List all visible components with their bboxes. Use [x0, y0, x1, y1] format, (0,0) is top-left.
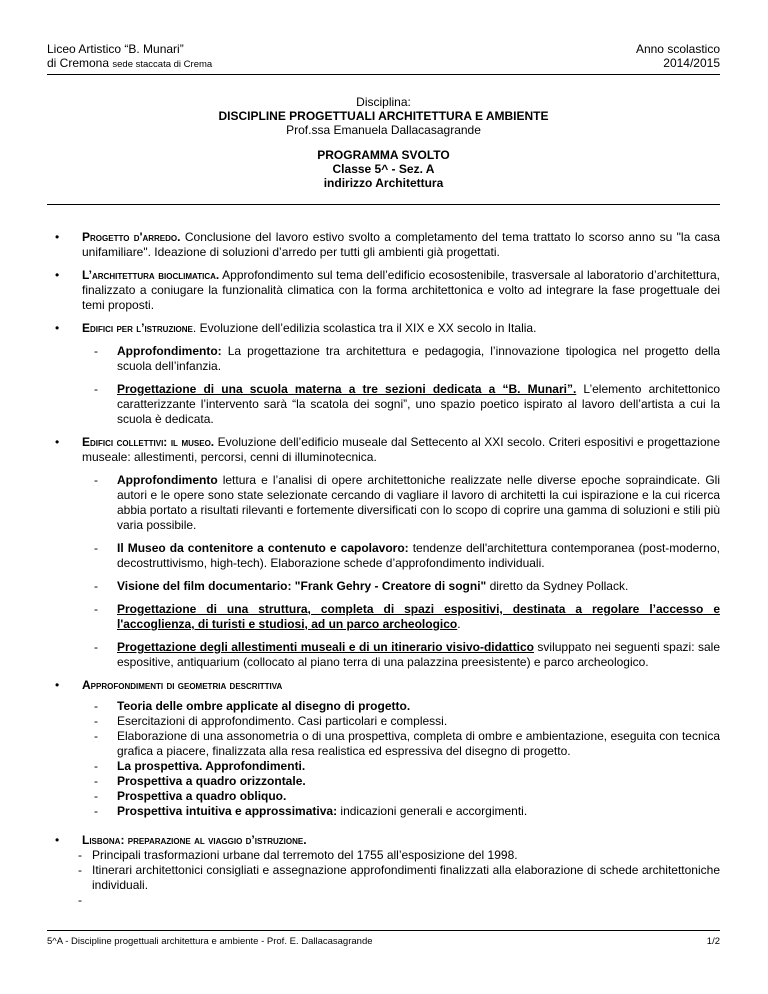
list-item: [74, 893, 720, 908]
list-item: [82, 804, 720, 819]
page-number: 1/2: [706, 936, 720, 947]
bullet-icon: •: [55, 268, 60, 282]
sub-item-text: L’elemento architettonico caratterizzante l’intervento sarà “la scatola dei sogni”, uno spazio poetico ispirato al lavoro dell’artista a cui la scuola è dedicata.: [117, 382, 720, 426]
header-year: [636, 42, 720, 70]
bullet-icon: •: [55, 833, 60, 847]
sub-item-bold: Progettazione di una scuola materna a tre sezioni dedicata a “B. Munari”.: [117, 382, 577, 396]
header-school: [47, 42, 212, 72]
list-item-text: Esercitazioni di approfondimento. Casi particolari e complessi.: [117, 714, 448, 728]
item-heading: L’architettura bioclimatica.: [82, 268, 220, 282]
list-item-text: Elaborazione di una assonometria o di una prospettiva, completa di ombre e ambientazione, eseguita con tecnica grafica a piacere, finalizzata alla resa realistica ed espressiva del disegno di progetto.: [117, 729, 720, 758]
sub-item-bold: Progettazione di una struttura, completa di spazi espositivi, destinata a regolare l’accesso e l'accoglienza, di turisti e studiosi, ad un parco archeologico: [117, 602, 720, 631]
dash-icon: -: [94, 382, 98, 396]
list-item: [82, 714, 720, 729]
item-text: . Evoluzione dell’edilizia scolastica tra il XIX e XX secolo in Italia.: [192, 321, 537, 335]
school-name: Liceo Artistico “B. Munari”: [47, 42, 184, 56]
sub-item: [82, 541, 720, 571]
dash-icon: -: [94, 714, 98, 728]
sub-item-text: La progettazione tra architettura e pedagogia, l’innovazione tipologica nel progetto della scuola dell’infanzia.: [117, 344, 720, 373]
year-value: 2014/2015: [663, 56, 720, 70]
dash-icon: -: [78, 893, 82, 907]
item-heading: Edifici collettivi: il museo.: [82, 435, 215, 449]
sub-item-text: .: [457, 617, 461, 631]
title-divider: [47, 204, 720, 205]
list-item-text: Principali trasformazioni urbane dal terremoto del 1755 all’esposizione del 1998.: [92, 848, 518, 862]
dash-icon: -: [94, 729, 98, 743]
teacher-name: Prof.ssa Emanuela Dallacasagrande: [286, 123, 481, 137]
dash-icon: -: [94, 344, 98, 358]
dash-icon: -: [94, 804, 98, 818]
sub-item-text: diretto da Sydney Pollack.: [486, 579, 629, 593]
sub-item-text: tendenze dell'architettura contemporanea (post-moderno, decostruttivismo, high-tech). Elaborazione schede d’approfondimento individuali.: [117, 541, 720, 570]
sub-item-bold: Progettazione degli allestimenti museali e di un itinerario visivo-didattico: [117, 640, 534, 654]
sub-item: [82, 473, 720, 533]
dash-icon: -: [78, 848, 82, 862]
list-item-text: indicazioni generali e accorgimenti.: [337, 804, 528, 818]
list-item: [82, 759, 720, 774]
dash-icon: -: [94, 699, 98, 713]
class-label: Classe 5^ - Sez. A: [332, 162, 435, 176]
list-item-text: Itinerari architettonici consigliati e assegnazione approfondimenti finalizzati alla elaborazione di schede architettoniche individuali.: [92, 863, 720, 892]
dash-icon: -: [94, 640, 98, 654]
sub-item-bold: Approfondimento: [117, 473, 218, 487]
geometry-list: [82, 699, 720, 819]
item-text: Evoluzione dell’edificio museale dal Settecento al XXI secolo. Criteri espositivi e progettazione museale: allestimenti, percorsi, cenni di illuminotecnica.: [82, 435, 720, 464]
list-item-bold: Teoria delle ombre applicate al disegno di progetto.: [117, 699, 411, 713]
dash-icon: -: [94, 774, 98, 788]
header-divider: [47, 74, 720, 75]
track-label: indirizzo Architettura: [323, 176, 444, 190]
trip-list: [74, 848, 720, 908]
subject-block: [47, 95, 720, 137]
list-item: [82, 789, 720, 804]
dash-icon: -: [78, 863, 82, 877]
item-heading: Edifici per l’istruzione: [82, 321, 193, 335]
dash-icon: -: [94, 541, 98, 555]
dash-icon: -: [94, 789, 98, 803]
dash-icon: -: [94, 602, 98, 616]
dash-icon: -: [94, 579, 98, 593]
program-block: [47, 148, 720, 190]
sub-item: [82, 579, 720, 594]
sub-item-bold: Il Museo da contenitore a contenuto e capolavoro:: [117, 541, 409, 555]
sub-item-bold: Approfondimento:: [117, 344, 222, 358]
footer-divider: [47, 930, 720, 931]
item-heading: Lisbona: preparazione al viaggio d’istruzione.: [82, 833, 307, 847]
dash-icon: -: [94, 759, 98, 773]
program-title: PROGRAMMA SVOLTO: [317, 148, 450, 162]
subject-title: DISCIPLINE PROGETTUALI ARCHITETTURA E AMBIENTE: [218, 109, 549, 123]
bullet-icon: •: [55, 230, 60, 244]
item-text: Conclusione del lavoro estivo svolto a completamento del tema trattato lo scorso anno su "la casa unifamiliare". Ideazione di soluzioni d’arredo per tutti gli ambienti già progettati.: [82, 230, 720, 259]
school-branch: sede staccata di Crema: [112, 59, 213, 70]
year-label: Anno scolastico: [635, 42, 720, 56]
footer: [47, 936, 720, 947]
sub-item-bold: Visione del film documentario: "Frank Gehry - Creatore di sogni": [117, 579, 487, 593]
list-item-bold: Prospettiva a quadro orizzontale.: [117, 774, 306, 788]
list-item: [82, 729, 720, 759]
item-text: Approfondimento sul tema dell’edificio ecosostenibile, trasversale al laboratorio d’architettura, finalizzato a coniugare la funzionalità climatica con la forma architettonica e volto ad integrare la fase progettuale dei temi proposti.: [82, 268, 720, 312]
item-heading: Approfondimenti di geometria descrittiva: [82, 678, 283, 692]
list-item: [82, 774, 720, 789]
list-item-bold: Prospettiva a quadro obliquo.: [117, 789, 287, 803]
bullet-icon: •: [55, 435, 60, 449]
program-item: [47, 833, 720, 908]
sub-item: [82, 382, 720, 427]
list-item: [74, 863, 720, 893]
program-content: [47, 230, 720, 916]
program-item: [47, 230, 720, 260]
sub-item: [82, 602, 720, 632]
footer-text: 5^A - Discipline progettuali architettura e ambiente - Prof. E. Dallacasagrande: [47, 936, 373, 947]
bullet-icon: •: [55, 678, 60, 692]
list-item-bold: Prospettiva intuitiva e approssimativa:: [117, 804, 338, 818]
program-item: [47, 435, 720, 670]
school-city: di Cremona: [47, 56, 110, 70]
program-item: [47, 268, 720, 313]
dash-icon: -: [94, 473, 98, 487]
item-heading: Progetto d'arredo.: [82, 230, 181, 244]
list-item: [74, 848, 720, 863]
sub-item-text: sviluppato nei seguenti spazi: sale espositive, antiquarium (collocato al piano terra di una palazzina preesistente) e parco archeologico.: [117, 640, 720, 669]
sub-item: [82, 640, 720, 670]
sub-item: [82, 344, 720, 374]
sub-item-text: lettura e l’analisi di opere architettoniche realizzate nelle diverse epoche sopraindicate. Gli autori e le opere sono state selezionate cercando di vagliare il lavoro di architetti la cui ispirazione e la cui ricerca abbia portato a risultati rilevanti e fortemente diversificati con lo scopo di coprire una gamma di soluzioni e stili più varia possibile.: [117, 473, 720, 532]
program-item: [47, 321, 720, 427]
program-item: [47, 678, 720, 819]
list-item-bold: La prospettiva. Approfondimenti.: [117, 759, 306, 773]
bullet-icon: •: [55, 321, 60, 335]
discipline-label: Disciplina:: [356, 95, 411, 109]
list-item: [82, 699, 720, 714]
